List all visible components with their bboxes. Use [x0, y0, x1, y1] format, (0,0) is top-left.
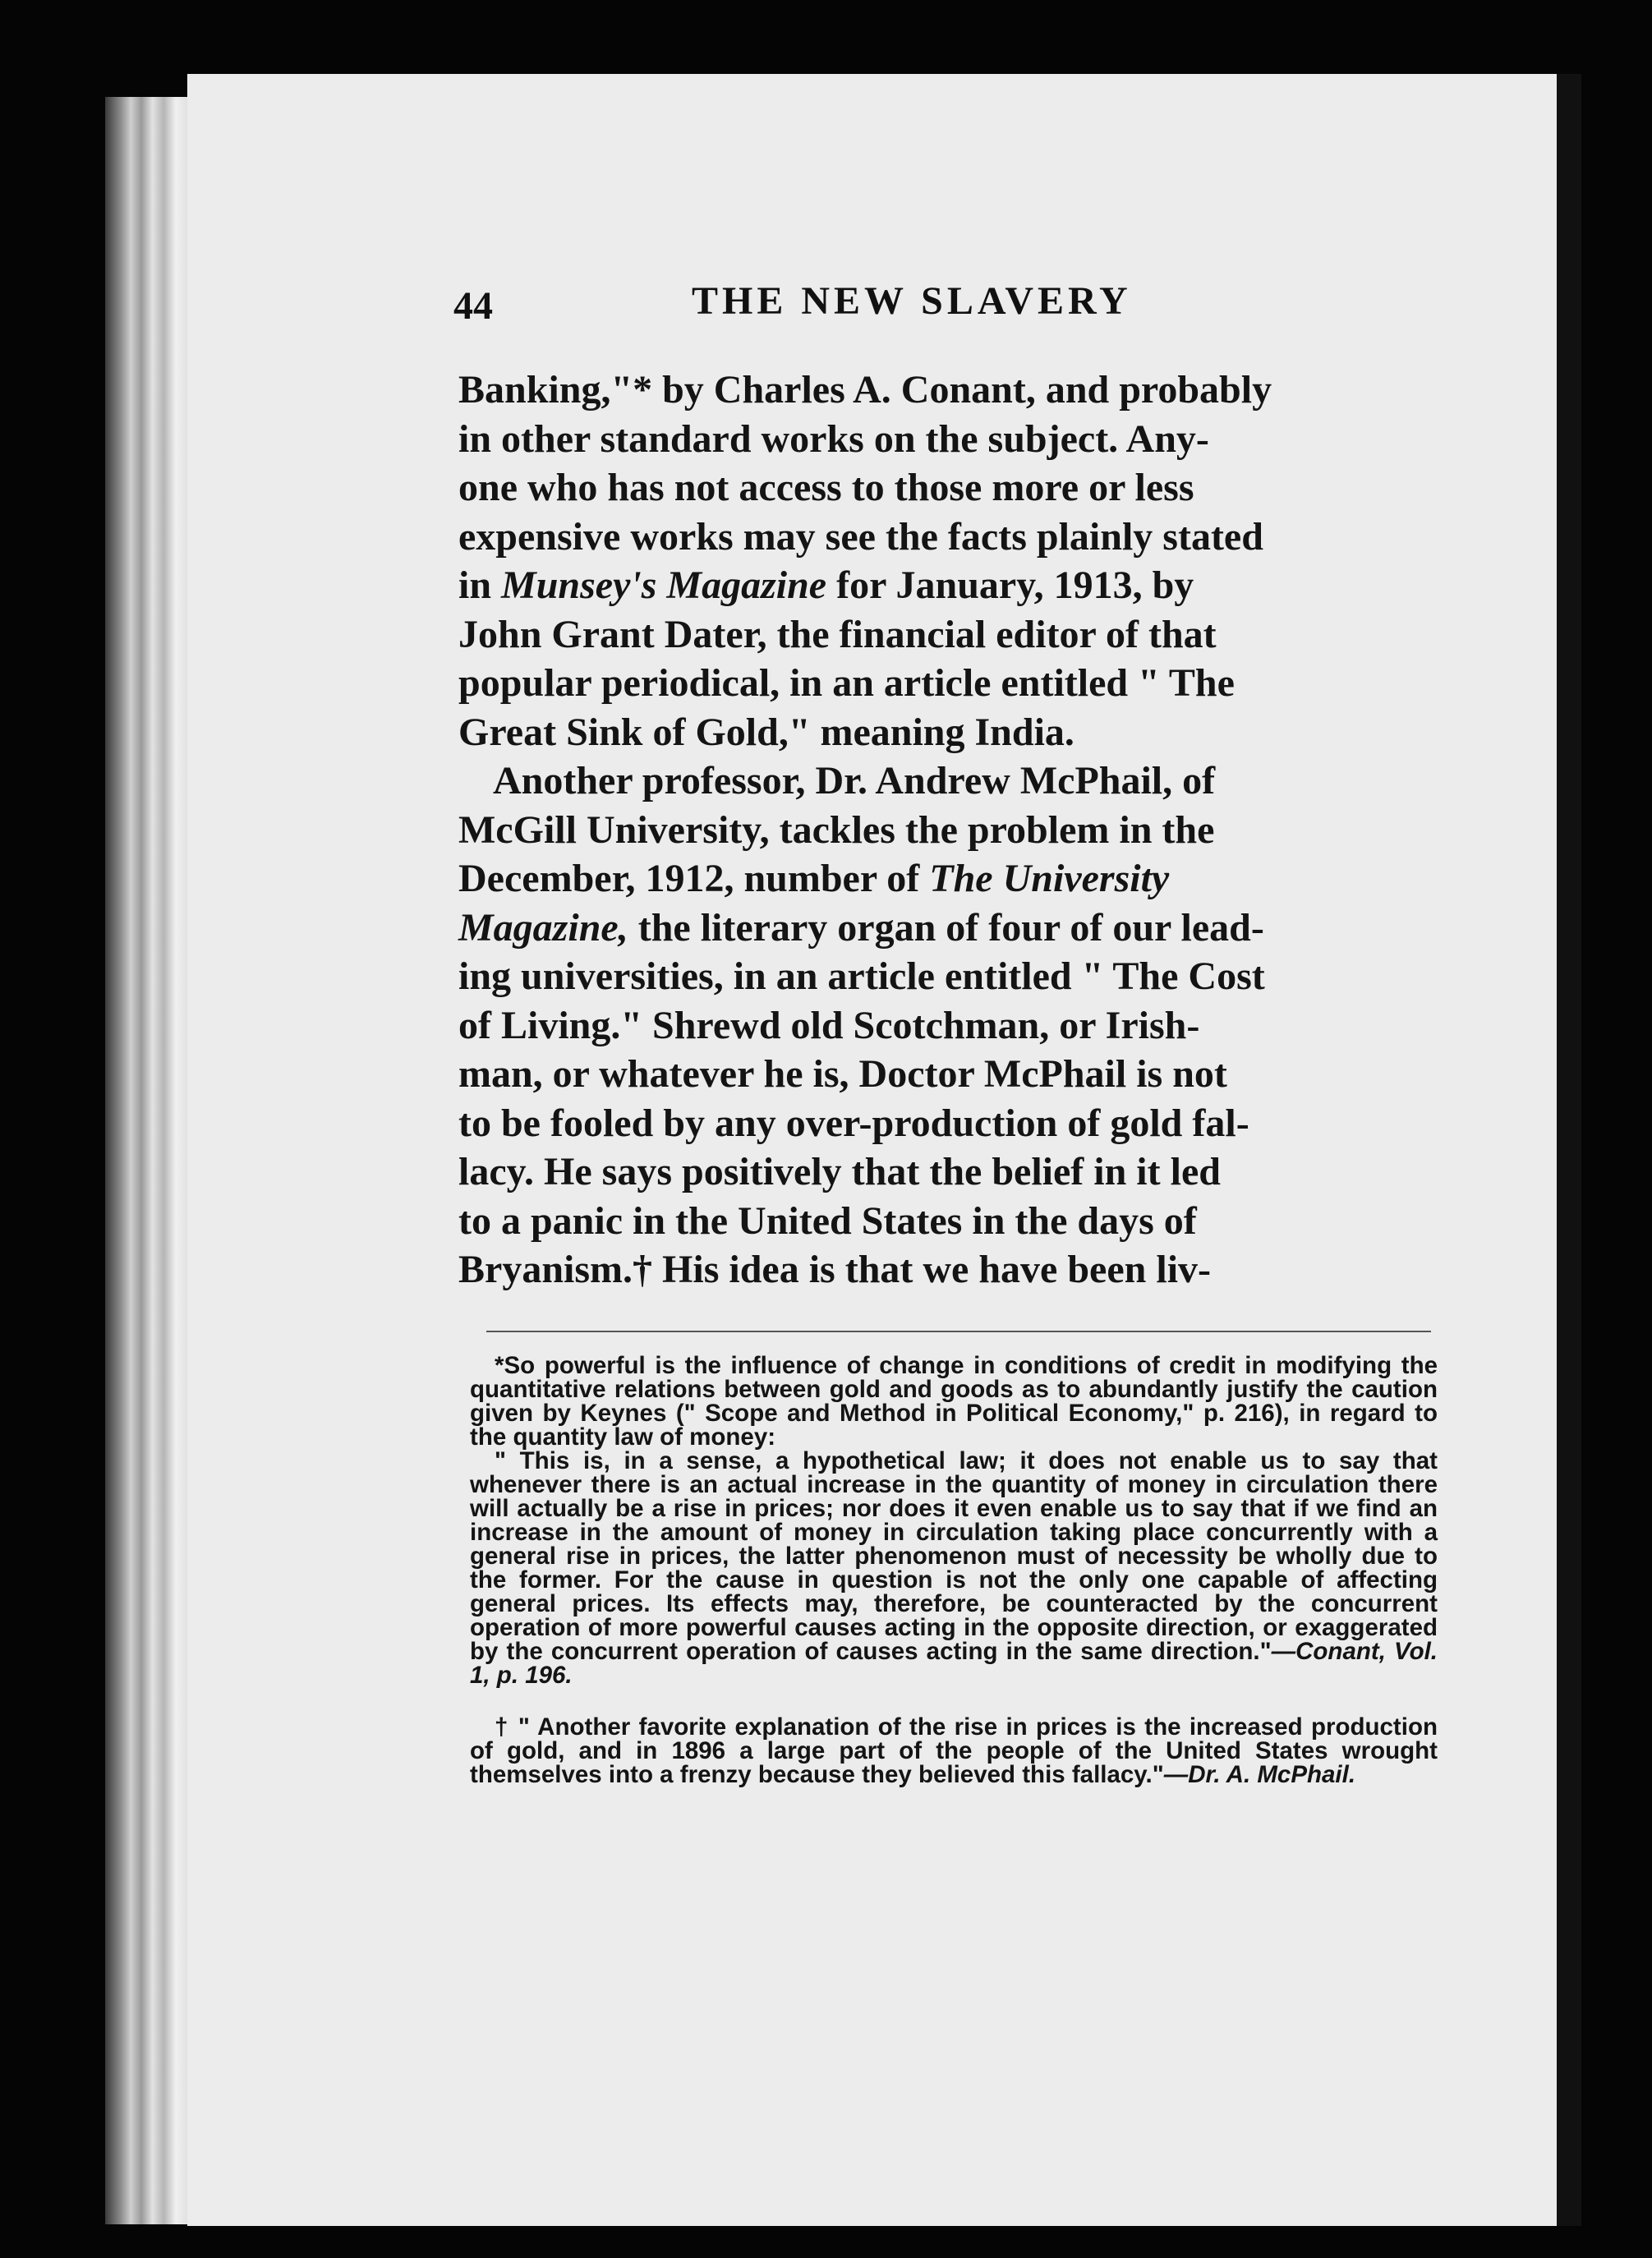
- text-fragment: the literary organ of four of our lead-: [628, 905, 1264, 950]
- text-line: popular periodical, in an article entitled " The: [458, 661, 1235, 705]
- footnote-quote-text: † " Another favorite explanation of the rise in prices is the increased production of gold, and in 1896 a large part of the people of the United States wrought themselves into a frenzy because they believed this fallacy.": [470, 1713, 1438, 1788]
- page-number: 44: [453, 284, 493, 328]
- text-fragment: December, 1912, number of: [458, 857, 930, 900]
- magazine-title: Munsey's Magazine: [501, 563, 827, 607]
- text-line: in other standard works on the subject. Any-: [458, 416, 1209, 461]
- text-line: expensive works may see the facts plainly stated: [458, 514, 1263, 559]
- footnote-quote-text: " This is, in a sense, a hypothetical law; it does not enable us to say that whenever there is an actual increase in the quantity of money in circulation there will actually be a rise in prices; nor does it even enable us to say that if we find an increase in the amount of money in circulation taking place concurrently with a general rise in prices, the latter phenomenon must of necessity be wholly due to the former. For the cause in question is not the only one capable of affecting general prices. Its effects may, therefore, be counteracted by the concurrent operation of more powerful causes acting in the opposite direction, or exaggerated by the concurrent operation of causes acting in the same direction.": [470, 1447, 1438, 1665]
- running-title: THE NEW SLAVERY: [692, 279, 1132, 323]
- text-line: [458, 561, 1428, 610]
- text-line: McGill University, tackles the problem in the: [458, 807, 1215, 852]
- text-fragment: in: [458, 563, 502, 607]
- text-line: [458, 904, 1428, 953]
- footnote-divider: [486, 1331, 1431, 1332]
- footnotes: [470, 1354, 1438, 1787]
- text-line: to a panic in the United States in the days of: [458, 1198, 1197, 1243]
- text-line: Bryanism.† His idea is that we have been liv-: [458, 1248, 1212, 1291]
- body-text: [458, 366, 1428, 1295]
- magazine-title: The University: [929, 857, 1170, 900]
- text-line: John Grant Dater, the financial editor of that: [458, 612, 1217, 656]
- footnote-1-intro: *So powerful is the influence of change in conditions of credit in modifying the quantitative relations between gold and goods as to abundantly justify the caution given by Keynes (" Scope and Method in Political Economy," p. 216), in regard to the quantity law of money:: [470, 1352, 1438, 1451]
- text-line: Another professor, Dr. Andrew McPhail, of: [493, 759, 1216, 802]
- footnote-1-quote: [470, 1449, 1438, 1687]
- text-line: of Living." Shrewd old Scotchman, or Irish-: [458, 1003, 1200, 1047]
- text-line: lacy. He says positively that the belief in it led: [458, 1150, 1221, 1193]
- text-fragment: for January, 1913, by: [826, 563, 1194, 607]
- footnote-2: [470, 1715, 1438, 1787]
- page-header: [453, 279, 1431, 341]
- footnote-citation: —Conant, Vol. 1, p. 196.: [470, 1638, 1438, 1689]
- text-line: to be fooled by any over-production of gold fal-: [458, 1101, 1249, 1145]
- text-line: one who has not access to those more or less: [458, 466, 1194, 509]
- text-line: Banking,"* by Charles A. Conant, and probably: [458, 368, 1272, 412]
- footnote-citation: —Dr. A. McPhail.: [1163, 1761, 1356, 1788]
- text-line: Great Sink of Gold," meaning India.: [458, 710, 1074, 754]
- paragraph-2: [458, 756, 1428, 1295]
- text-line: ing universities, in an article entitled " The Cost: [458, 954, 1265, 998]
- book-binding-edge: [105, 97, 191, 2224]
- page-right-shadow: [1557, 74, 1581, 2226]
- magazine-title: Magazine,: [458, 905, 628, 950]
- text-line: [458, 854, 1428, 904]
- text-line: man, or whatever he is, Doctor McPhail is not: [458, 1052, 1227, 1096]
- paragraph-1: [458, 366, 1428, 756]
